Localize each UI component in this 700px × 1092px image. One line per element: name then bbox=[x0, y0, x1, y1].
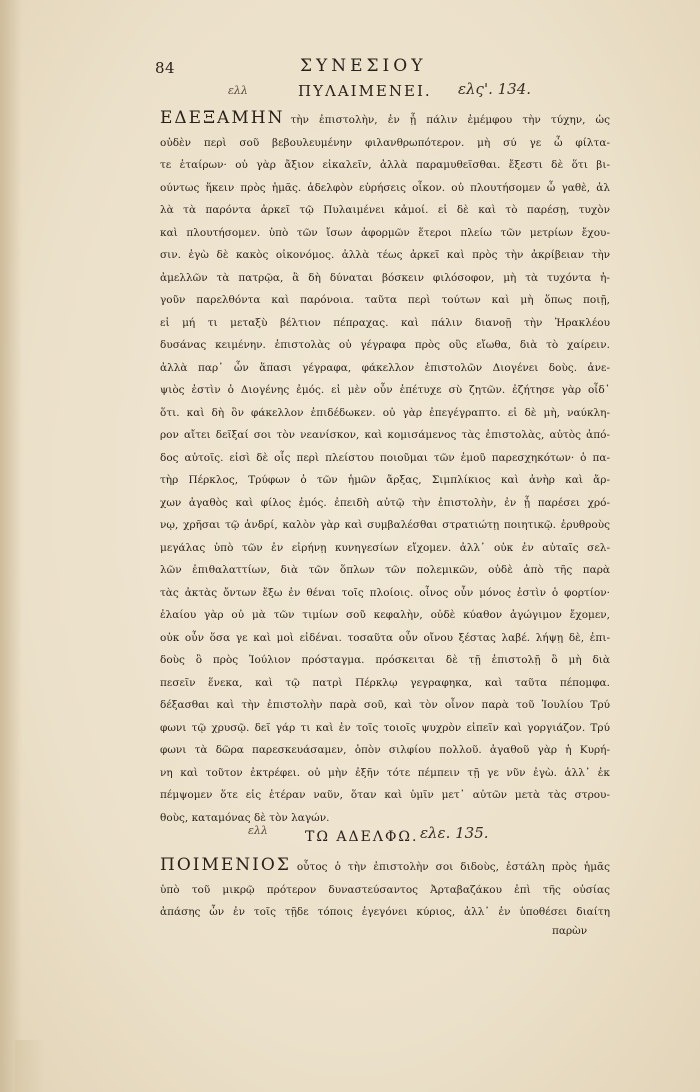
text-line: λὰ τὰ παρόντα ἀρκεῖ τῷ Πυλαιμένει κἀμοί. εἰ δὲ καὶ τὸ παρέσῃ, τυχὸν bbox=[160, 204, 610, 216]
letter-body bbox=[160, 854, 610, 924]
text-line: ἀλλὰ παρ᾽ ὧν ἅπασι γέγραφα, φάκελλον ἐπιστολῶν Διογένει δοὺς. ἀνε- bbox=[160, 361, 610, 374]
catchword: παρὼν bbox=[552, 925, 588, 937]
text-line: ἁπάσης ὧν ἐν τοῖς τῇδε τόποις ἐγεγόνει κύριος, ἀλλ᾽ ἐν ὑποθέσει διαίτη bbox=[160, 906, 610, 918]
text-line: εἰ μή τι μεταξὺ βέλτιον πέπραχας. καὶ πάλιν διανοῇ τὴν Ἡρακλέου bbox=[160, 316, 610, 329]
text-line: ψιὸς ἐστὶν ὁ Διογένης ἐμός. εἰ μὲν οὖν ἐπέτυχε σὺ ζητῶν. ἐζήτησε γὰρ οἶδ᾽ bbox=[160, 384, 610, 396]
text-line: δος αὐτοῖς. εἰσὶ δὲ οἷς περὶ πλείστου ποιοῦμαι τῶν ἐμοῦ παρεσχηκότων· ὁ πα- bbox=[160, 451, 610, 464]
opening-word: ΕΔΕΞΑΜΗΝ bbox=[160, 108, 285, 128]
text-line: χων ἀγαθὸς καὶ φίλος ἐμός. ἐπειδὴ αὐτῷ τὴν ἐπιστολὴν, ἐν ᾗ παρέσει χρό- bbox=[160, 496, 610, 509]
text-line: φωνι τὰ δῶρα παρεσκευάσαμεν, ὁπὸν σιλφίου πολλοῦ. ἀγαθοῦ γὰρ ἡ Κυρή- bbox=[160, 744, 610, 756]
text-line: πεσεῖν ἕνεκα, καὶ τῷ πατρὶ Πέρκλῳ γεγραφηκα, καὶ ταῦτα πέπομφα. bbox=[160, 676, 610, 689]
letter-body bbox=[160, 107, 610, 829]
text-line: πέμψομεν ὅτε εἰς ἑτέραν ναῦν, ὅταν καὶ ὑμῖν μετ᾽ αὐτῶν μετὰ τὰς στρου- bbox=[160, 789, 610, 801]
letter-heading: ΠΥΛΑΙΜΕΝΕΙ. bbox=[298, 82, 432, 100]
text-line: νη καὶ τοῦτον ἐκτρέφει. οὐ μὴν ἐξῆν τότε πέμπειν τῇ γε νῦν ἐγὼ. ἀλλ᾽ ἐκ bbox=[160, 766, 610, 779]
text-line: οὐκ οὖν ὅσα γε καὶ μοὶ εἰδέναι. τοσαῦτα οὖν οἴνου ξέστας λαβέ. λήψῃ δὲ, ἐπι- bbox=[160, 631, 610, 644]
text-line: τὰς ἀκτὰς ὄντων ἔξω ἐν θέναι τοῖς πλοίοις. οἶνος οὖν μόνος ἐστὶν ὁ φορτίον· bbox=[160, 586, 610, 599]
running-head: ΣΥΝΕΣΙΟΥ bbox=[300, 56, 427, 76]
text-line: μεγάλας ὑπὸ τῶν ἐν εἰρήνῃ κυνηγεσίων εἴχομεν. ἀλλ᾽ οὐκ ἐν αὐταῖς σελ- bbox=[160, 541, 610, 554]
text-line: τε ἑταίρων· οὐ γὰρ ἄξιον εἰκαλεῖν, ἀλλὰ παραμυθεῖσθαι. ἔξεστι δὲ ὅτι βι- bbox=[160, 159, 610, 171]
text-line: καὶ πλουτήσομεν. ὑπὸ τῶν ἴσων ἀφορμῶν ἕτεροι πλείω τῶν μετρίων ἔχου- bbox=[160, 226, 610, 239]
text-line: σιν. ἐγὼ δὲ κακὸς οἰκονόμος. ἀλλὰ τέως ἀρκεῖ καὶ πρὸς τὴν ἀκρίβειαν τὴν bbox=[160, 249, 610, 261]
text-line: δέξασθαι καὶ τὴν ἐπιστολὴν παρὰ σοῦ, καὶ τὸν οἶνον παρὰ τοῦ Ἰουλίου Τρύ bbox=[160, 699, 610, 711]
text-line: νῳ, χρῆσαι τῷ ἀνδρί, καλὸν γὰρ καὶ συμβαλέσθαι στρατιώτῃ ποιητικῷ. ἐρυθροὺς bbox=[160, 519, 610, 531]
text-line: ἐλαίου γὰρ οὐ μὰ τῶν τιμίων σοῦ κεφαλὴν, οὐδὲ κύαθον ἀγώγιμον ἔχομεν, bbox=[160, 609, 610, 621]
text-line: ρον αἴτει δεῖξαί σοι τὸν νεανίσκον, καὶ κομισάμενος τὰς ἐπιστολὰς, αὐτὸς ἀπό- bbox=[160, 429, 610, 441]
handwritten-annotation-left: ελλ bbox=[248, 824, 268, 837]
text-line: ούντως ἥκειν πρὸς ἡμᾶς. ἀδελφὸν εὑρήσεις οἶκον. οὐ πλουτήσομεν ὦ γαθὲ, ἀλ bbox=[160, 181, 610, 194]
text-line: ὑπὸ τοῦ μικρῷ πρότερον δυναστεύσαντος Ἀρταβαζάκου ἐπὶ τῆς οὐσίας bbox=[160, 883, 610, 896]
text-line: ΠΟΙΜΕΝΙΟΣ οὗτος ὁ τὴν ἐπιστολὴν σοι διδοὺς, ἐστάλη πρὸς ἡμᾶς bbox=[160, 855, 610, 875]
page-gutter-shadow bbox=[0, 0, 22, 1092]
text-line: ἀμελλῶν τὰ πατρῷα, ἃ δὴ δύναται βόσκειν φιλόσοφον, μὴ τὰ τυχόντα ἠ- bbox=[160, 271, 610, 284]
handwritten-letter-number: ελε. 135. bbox=[420, 824, 489, 842]
text-line: λῶν ἐπιθαλαττίων, διὰ τῶν ὅπλων τῶν πολεμικῶν, οὐδὲ ἀπὸ τῆς παρὰ bbox=[160, 564, 610, 576]
text-line: τὴρ Πέρκλος, Τρύφων ὁ τῶν ἡμῶν ἄρξας, Σιμπλίκιος καὶ ἀνὴρ καὶ ἄρ- bbox=[160, 474, 610, 486]
page-number: 84 bbox=[155, 59, 176, 77]
text-line: θοὺς, καταμόνας δὲ τὸν λαγών. bbox=[160, 811, 330, 824]
opening-word: ΠΟΙΜΕΝΙΟΣ bbox=[160, 855, 291, 875]
text-line: γοῦν παρελθόντα καὶ παρόνοια. ταῦτα περὶ τούτων καὶ μὴ ὅπως ποιῇ, bbox=[160, 294, 610, 306]
text-line: δοὺς ὃ πρὸς Ἰούλιον πρόσταγμα. πρόσκειται δὲ τῇ ἐπιστολῇ ὃ μὴ διὰ bbox=[160, 654, 610, 666]
text-line: φωνι τῷ χρυσῷ. δεῖ γάρ τι καὶ ἐν τοῖς τοιοῖς ψυχρὸν εἰπεῖν καὶ γοργιάζον. Τρύ bbox=[160, 721, 610, 734]
text-line: ΕΔΕΞΑΜΗΝ τὴν ἐπιστολὴν, ἐν ᾗ πάλιν ἐμέμφου τὴν τύχην, ὡς bbox=[160, 108, 610, 128]
text-line: δυσάνας κειμένην. ἐπιστολὰς οὐ γέγραφα πρὸς οὓς εἴωθα, διὰ τὸ χαίρειν. bbox=[160, 339, 610, 351]
text-line: ὅτι. καὶ δὴ ὃν φάκελλον ἐπιδέδωκεν. οὐ γὰρ ἐπεγέγραπτο. εἰ δὲ μὴ, ναύκλη- bbox=[160, 406, 610, 419]
letter-heading: ΤΩ ΑΔΕΛΦΩ. bbox=[305, 829, 419, 845]
text-line: οὐδὲν περὶ σοῦ βεβουλευμένην φιλανθρωπότερον. μὴ σύ γε ὦ φίλτα- bbox=[160, 136, 610, 149]
page-edge-stain bbox=[15, 1040, 45, 1092]
handwritten-letter-number: ελς'. 134. bbox=[458, 80, 532, 98]
handwritten-annotation-left: ελλ bbox=[228, 84, 248, 97]
